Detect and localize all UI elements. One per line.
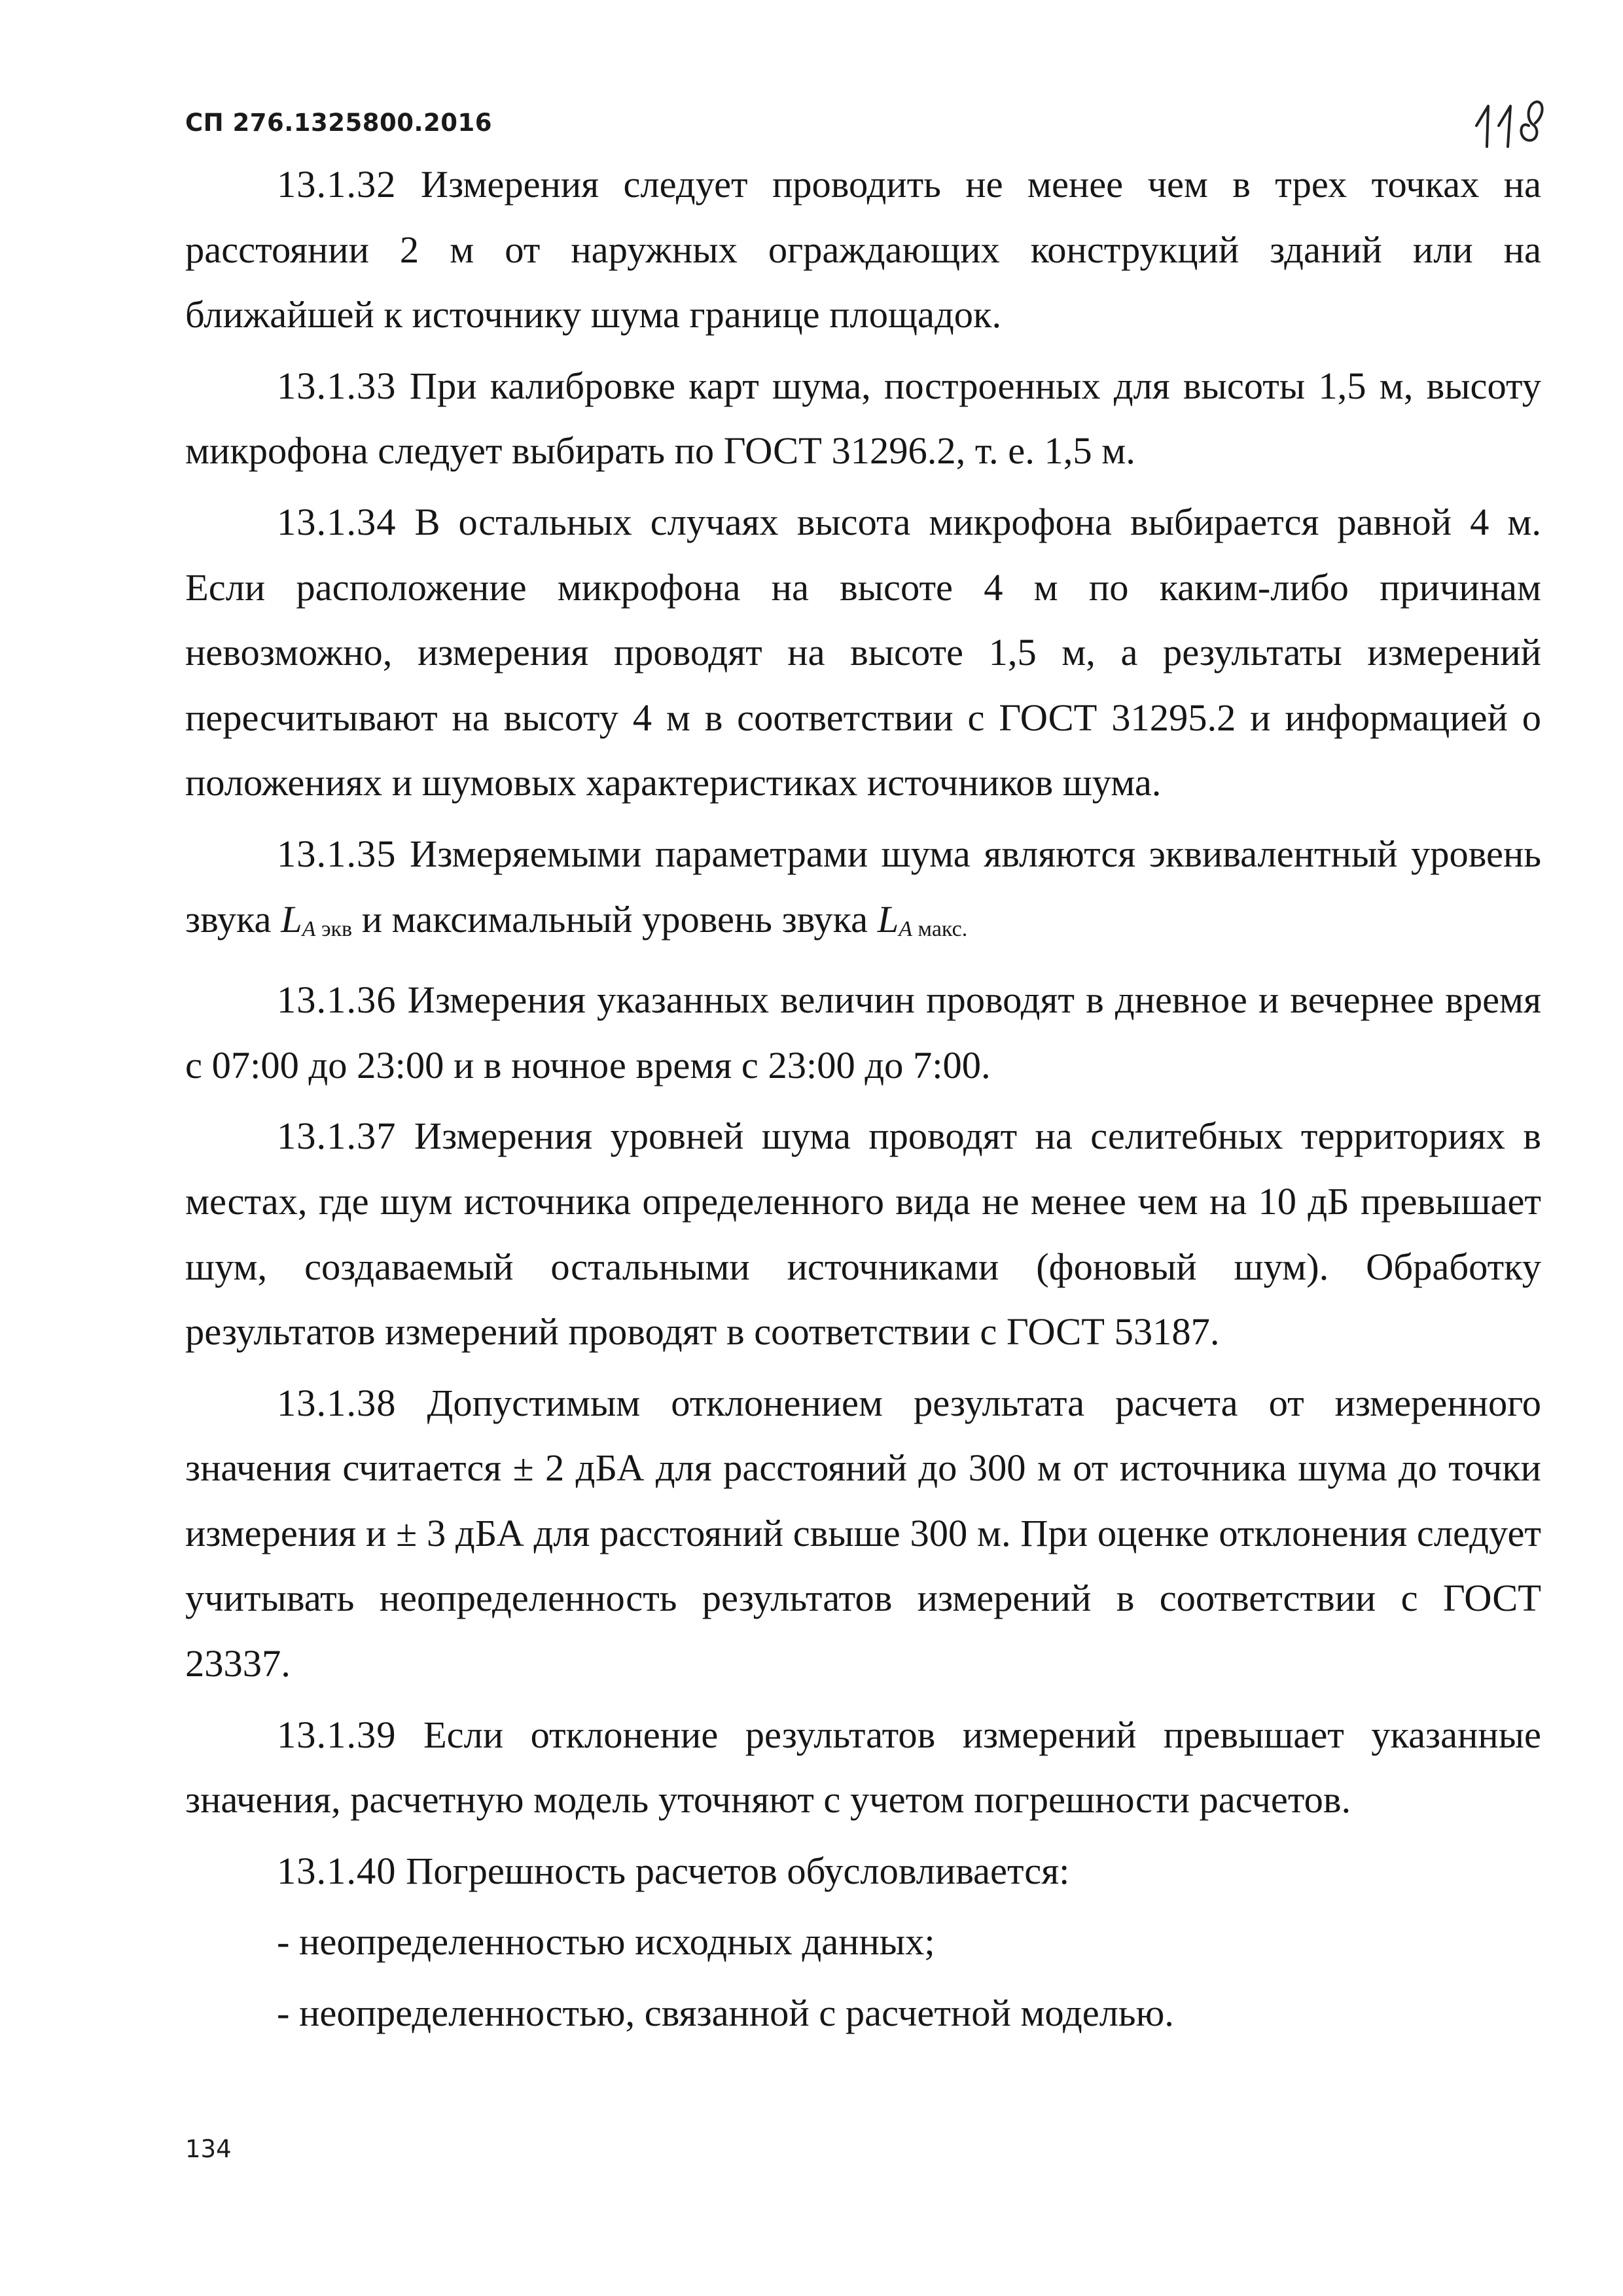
- symbol-letter: L: [281, 897, 302, 941]
- list-item: - неопределенностью исходных данных;: [277, 1920, 935, 1964]
- symbol-letter: L: [877, 897, 899, 941]
- symbol-la-max: [878, 898, 967, 941]
- clause-13-1-32: [185, 152, 1541, 348]
- handwritten-page-annotation: [1472, 92, 1551, 151]
- clause-number: 13.1.33: [277, 364, 397, 407]
- symbol-subscript: [899, 917, 967, 941]
- clause-text: Погрешность расчетов обусловливается:: [406, 1849, 1070, 1892]
- clause-text: Измеряемыми параметрами шума являются эквивалентный уровень звука: [185, 832, 1541, 941]
- clause-number: 13.1.35: [277, 832, 397, 875]
- subscript-max: макс: [918, 916, 962, 941]
- clause-number: 13.1.39: [277, 1713, 397, 1756]
- subscript-a: A: [302, 916, 316, 941]
- sentence-end: .: [961, 916, 968, 941]
- clause-number: 13.1.34: [277, 500, 397, 543]
- clause-13-1-33: [185, 353, 1541, 484]
- clause-13-1-38: [185, 1371, 1541, 1696]
- document-code: СП 276.1325800.2016: [185, 109, 493, 137]
- clause-text: Измерения следует проводить не менее чем в трех точках на расстоянии 2 м от наружных ограждающих конструкций зданий или на ближайшей к источнику шума границе площадок.: [185, 163, 1541, 336]
- clause-13-1-36: [185, 967, 1541, 1098]
- symbol-subscript: [302, 917, 352, 941]
- symbol-la-eq: [281, 898, 352, 941]
- clause-number: 13.1.37: [277, 1115, 397, 1158]
- clause-text: Измерения указанных величин проводят в дневное и вечернее время с 07:00 до 23:00 и в ночное время с 23:00 до 7:00.: [185, 978, 1541, 1086]
- clause-number: 13.1.38: [277, 1381, 397, 1424]
- clause-13-1-34: [185, 490, 1541, 816]
- clause-number: 13.1.40: [277, 1849, 397, 1892]
- clause-text: При калибровке карт шума, построенных для высоты 1,5 м, высоту микрофона следует выбирать по ГОСТ 31296.2, т. е. 1,5 м.: [185, 364, 1541, 473]
- body-text: [185, 152, 1541, 2052]
- page-number: 134: [185, 2135, 232, 2163]
- list-item: - неопределенностью, связанной с расчетной моделью.: [277, 1992, 1174, 2035]
- clause-text: и максимальный уровень звука: [361, 897, 868, 941]
- subscript-eq: экв: [321, 916, 353, 941]
- clause-text: Если отклонение результатов измерений превышает указанные значения, расчетную модель уточняют с учетом погрешности расчетов.: [185, 1713, 1542, 1821]
- clause-text: В остальных случаях высота микрофона выбирается равной 4 м. Если расположение микрофона на высоте 4 м по каким-либо причинам невозможно, измерения проводят на высоте 1,5 м, а результаты измерений пересчитывают на высоту 4 м в соответствии с ГОСТ 31295.2 и информацией о положениях и шумовых характеристиках источников шума.: [185, 500, 1541, 804]
- clause-number: 13.1.36: [277, 978, 397, 1022]
- clause-13-1-37: [185, 1103, 1541, 1364]
- clause-text: Измерения уровней шума проводят на селитебных территориях в местах, где шум источника определенного вида не менее чем на 10 дБ превышает шум, создаваемый остальными источниками (фоновый шум). Обработку результатов измерений проводят в соответствии с ГОСТ 53187.: [185, 1115, 1541, 1354]
- clause-13-1-35: [185, 821, 1541, 961]
- clause-13-1-39: [185, 1702, 1541, 1833]
- subscript-a: A: [899, 916, 913, 941]
- clause-number: 13.1.32: [277, 163, 397, 206]
- clause-text: Допустимым отклонением результата расчета от измеренного значения считается ± 2 дБА для расстояний до 300 м от источника шума до точки измерения и ± 3 дБА для расстояний свыше 300 м. При оценке отклонения следует учитывать неопределенность результатов измерений в соответствии с ГОСТ 23337.: [185, 1381, 1541, 1685]
- clause-13-1-40: [185, 1839, 1541, 1904]
